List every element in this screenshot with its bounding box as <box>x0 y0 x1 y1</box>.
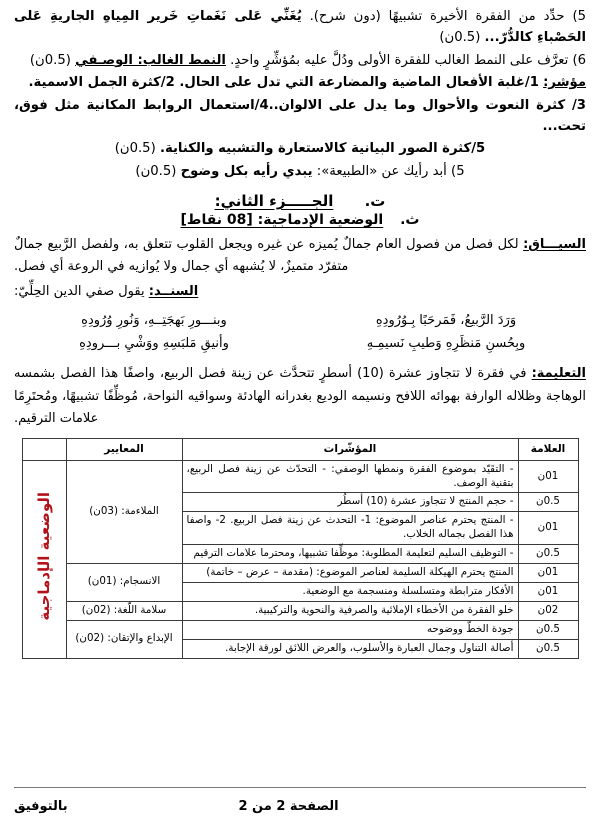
grid-cell-mark: 0.5ن <box>518 493 578 512</box>
poem-verse-2-hemistich-1: وبِحُسنِ مَنظَرِهِ وَطيبِ نَسيمِـهِ <box>366 336 526 352</box>
question-6-mark: (0.5ن) <box>29 52 71 68</box>
grid-cell-indicator: جودة الخطّ ووضوحه <box>182 620 518 639</box>
page-footer <box>14 799 586 814</box>
part-two-heading <box>14 192 586 210</box>
grid-cell-criterion: الملاءمة: (03ن) <box>66 460 182 563</box>
grid-cell-situation <box>22 460 66 658</box>
question-5-number: 5) <box>572 9 587 24</box>
poem-verse <box>14 309 586 332</box>
instruction-text: في فقرة لا تتجاوز عشرة (10) أسطرٍ تتحدَّث عن زينة فصل الربيع، واصفًا هذا الفصل بشمسه الوهاجة وظلاله الوارفة بهوائه اللافح ونسيمه الوديع بغدرانه الهادئة وسواقيه النواحة، مُوظِّفًا تشبيهًا، ومُحتَرِمًا علامات الترقيم. <box>14 366 586 427</box>
situation-vertical-label: الوضعية الإدماجية <box>34 492 53 621</box>
grid-header-row <box>22 439 578 460</box>
footer-divider <box>14 787 586 788</box>
grid-cell-mark: 01ن <box>518 460 578 493</box>
poem-verse <box>14 332 586 355</box>
grid-cell-indicator: الأفكار مترابطة ومتسلسلة ومنسجمة مع الوضعية. <box>182 582 518 601</box>
question-opinion-number: 5) <box>451 163 465 179</box>
table-row <box>22 564 578 583</box>
question-opinion-prompt: أبد رأيك عن «الطبيعة»: <box>316 163 447 179</box>
grid-cell-indicator: - التوظيف السليم لتعليمة المطلوبة: موظِّفا تشبيها، ومحترما علامات الترقيم <box>182 545 518 564</box>
footer-wish: بالتوفيق <box>14 799 68 814</box>
poem-verse-1-hemistich-2: وبنـــورِ بَهجَتِــهِ، وَنُورِ وُرُودِهِ <box>81 313 227 329</box>
source-label: السنــد: <box>148 283 199 299</box>
grid-cell-criterion: الإبداع والإتقان: (02ن) <box>66 620 182 658</box>
poem-verse-2-hemistich-2: وأنيقِ مَلبَسِهِ ووَشْيِ بـــرودِهِ <box>79 336 229 352</box>
part-two-letter: ت. <box>364 192 386 210</box>
grid-cell-mark: 01ن <box>518 582 578 601</box>
grid-cell-mark: 02ن <box>518 601 578 620</box>
indicator-line-2-text: 3/ كثرة النعوت والأحوال وما يدل على الالوان..4/استعمال الروابط المكانية مثل فوق، تحت... <box>14 97 586 134</box>
grid-cell-mark: 0.5ن <box>518 620 578 639</box>
grid-cell-indicator: - المنتج يحترم عناصر الموضوع: 1- التحدث عن زينة فصل الربيع. 2- واصفا هذا الفصل بجماله الخلاب. <box>182 512 518 545</box>
grid-cell-indicator: خلو الفقرة من الأخطاء الإملائية والصرفية والنحوية والتركيبية. <box>182 601 518 620</box>
poem <box>14 309 586 355</box>
source-text: يقول صفي الدين الحِلِّيّ: <box>14 283 145 299</box>
indicator-line-2 <box>14 95 586 138</box>
grid-cell-mark: 01ن <box>518 564 578 583</box>
grid-header-mark: العلامة <box>518 439 578 460</box>
table-row <box>22 601 578 620</box>
question-6-prompt: تعرَّف على النمط الغالب للفقرة الأولى ودُلَّ عليه بمُؤشِّرٍ واحدٍ. <box>230 52 569 68</box>
table-row <box>22 460 578 493</box>
indicator-line-3-text: 5/كثرة الصور البيانية كالاستعارة والتشبيه والكناية. <box>159 141 486 157</box>
situation-title: الوضعية الإدماجية: [08 نقاط] <box>180 212 384 228</box>
grid-header-criteria: المعايير <box>66 439 182 460</box>
question-opinion-answer: يبدي رأيه بكل وضوح <box>180 163 313 179</box>
context-text: لكل فصل من فصول العام جمالٌ يُميزه عن غيره ويجعل القلوب تتعلق به، ولفصل الرَّبيع جمالٌ متفرّد متميزٌ، لا يُشبهه أي جمال ولا يُوازيه في الروعة أي فصل. <box>14 237 519 275</box>
grid-cell-indicator: - التقَيّد بموضوع الفقرة ونمطها الوصفي: - التحدّث عن زينة فصل الربيع، بتقنية الوصف. <box>182 460 518 493</box>
indicator-line-1-text: 1/غلبة الأفعال الماضية والمضارعة التي تدل على الحال. 2/كثرة الجمل الاسمية. <box>28 75 539 91</box>
instruction-label: التعليمة: <box>531 366 586 382</box>
grid-cell-indicator: المنتج يحترم الهيكلة السليمة لعناصر الموضوع: (مقدمة – عرض – خاتمة) <box>182 564 518 583</box>
indicator-line-3 <box>14 138 586 159</box>
situation-letter: ث. <box>400 212 420 228</box>
question-6-number: 6) <box>572 52 586 68</box>
grid-header-indicators: المؤشّرات <box>182 439 518 460</box>
part-two-title: الجـــــزء الثاني: <box>214 192 334 210</box>
grid-cell-indicator: أصالة التناول وجمال العبارة والأسلوب، والعرض اللائق لورقة الإجابة. <box>182 639 518 658</box>
context-label: السيـــاق: <box>523 237 586 252</box>
indicator-line-3-mark: (0.5ن) <box>114 141 156 157</box>
situation-heading <box>14 212 586 228</box>
evaluation-grid-wrapper <box>14 438 586 658</box>
indicator-label: مؤشر: <box>543 75 586 91</box>
source-line <box>14 281 586 303</box>
footer-page-number: الصفحة 2 من 2 <box>238 799 339 814</box>
question-6-answer: النمط الغالب: الوصـفي <box>75 52 226 68</box>
evaluation-grid <box>22 438 579 658</box>
grid-body <box>22 460 578 658</box>
question-5 <box>14 6 586 49</box>
grid-header-situation <box>22 439 66 460</box>
question-5-mark: (0.5ن) <box>439 30 481 46</box>
grid-cell-mark: 0.5ن <box>518 639 578 658</box>
table-row <box>22 620 578 639</box>
question-6 <box>14 50 586 71</box>
grid-cell-indicator: - حجم المنتج لا تتجاوز عشرة (10) أسطُر <box>182 493 518 512</box>
context-paragraph <box>14 234 586 279</box>
grid-cell-criterion: الانسجام: (01ن) <box>66 564 182 602</box>
grid-cell-mark: 0.5ن <box>518 545 578 564</box>
question-opinion-mark: (0.5ن) <box>135 163 177 179</box>
question-5-prompt: حدِّد من الفقرة الأخيرة تشبيهًا (دون شرح). <box>309 9 565 24</box>
question-5-answer: يُغَنِّي عَلى نَغَماتِ خَرير المِياهِ الجاريةِ عَلى الحَصْباءِ كالدُّرّ... <box>14 9 586 46</box>
indicator-line-1 <box>14 72 586 93</box>
grid-cell-criterion: سلامة اللّغة: (02ن) <box>66 601 182 620</box>
poem-verse-1-hemistich-1: وَرَدَ الرَّبيعُ، فَمَرحَبًا بِـوُرُودِهِ <box>375 313 517 329</box>
instruction-paragraph <box>14 363 586 430</box>
question-opinion <box>14 161 586 182</box>
grid-cell-mark: 01ن <box>518 512 578 545</box>
